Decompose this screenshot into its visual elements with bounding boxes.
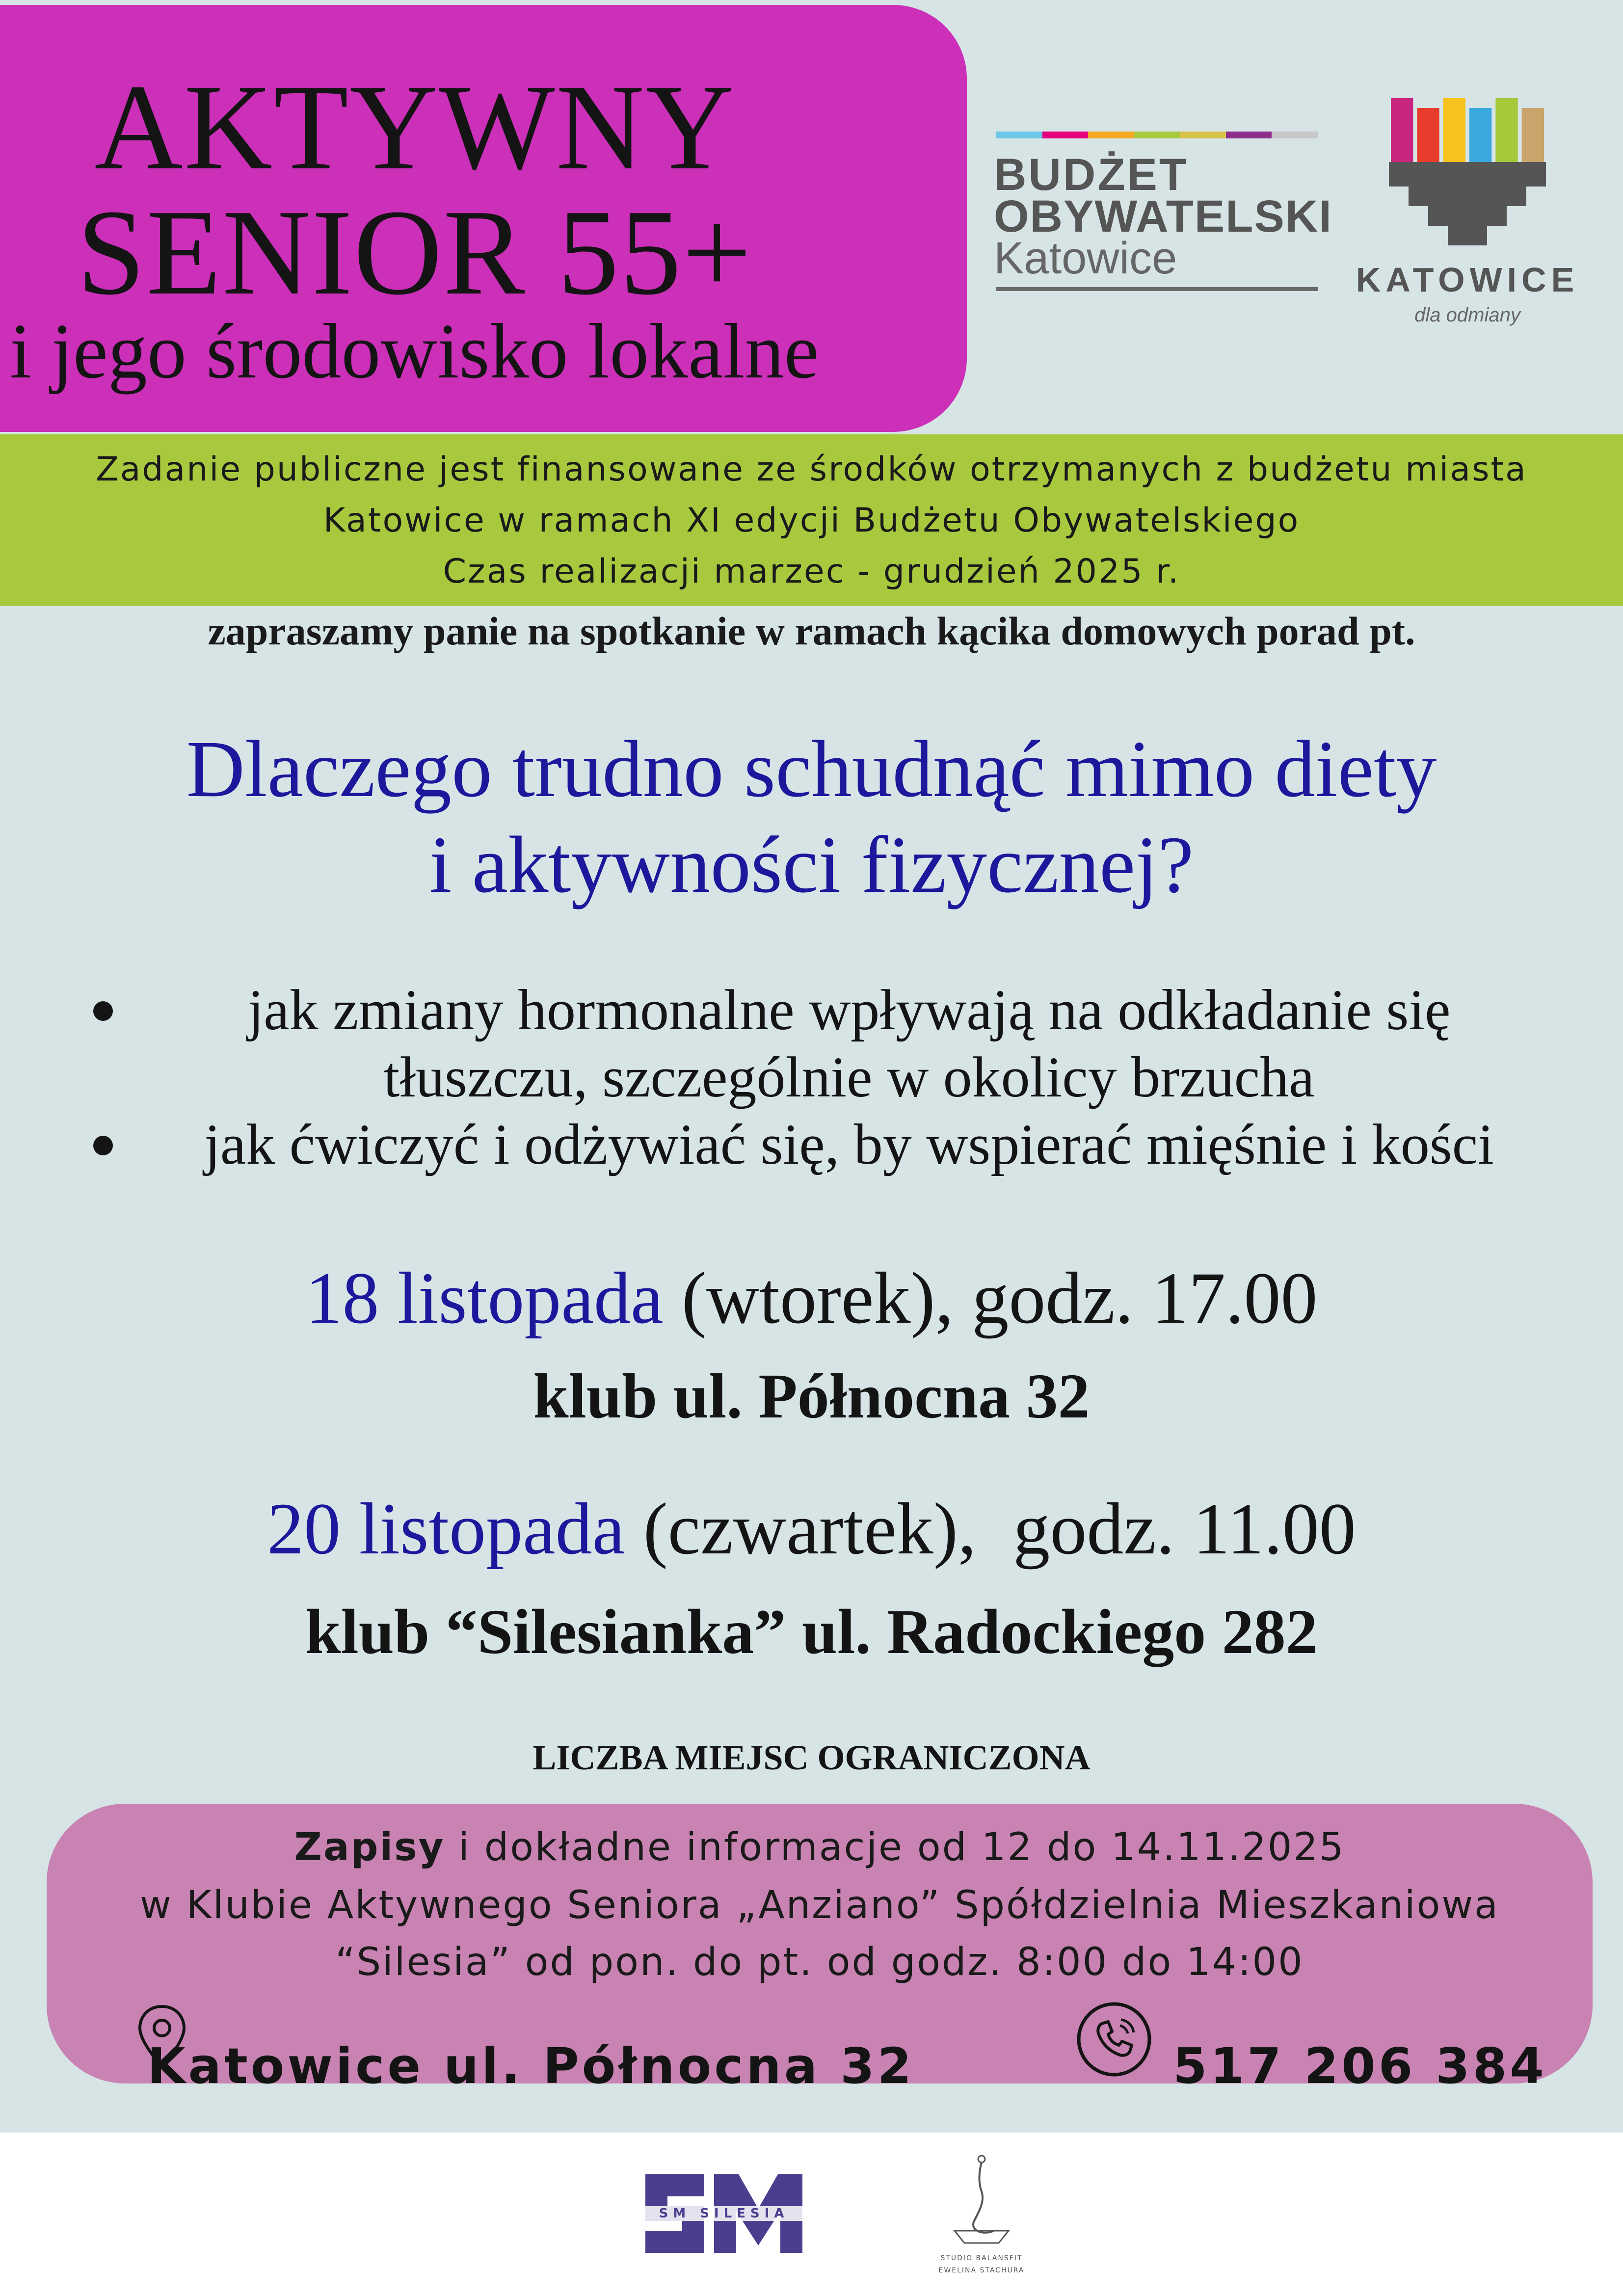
event-date-1 — [0, 1257, 1623, 1339]
katowice-logo-bar — [1391, 98, 1413, 162]
topic-text: tłuszczu, szczególnie w okolicy brzucha — [383, 1044, 1315, 1109]
funding-line-3: Czas realizacji marzec - grudzień 2025 r. — [443, 552, 1180, 591]
topic-list — [74, 977, 1556, 1178]
event-venue-2: klub “Silesianka” ul. Radockiego 282 — [305, 1597, 1318, 1667]
bullet-icon — [93, 1001, 113, 1021]
invitation-text: zapraszamy panie na spotkanie w ramach kącika domowych porad pt. — [208, 609, 1415, 653]
budzet-logo-stripe — [1088, 132, 1134, 138]
signup-line-1 — [47, 1825, 1593, 1869]
katowice-logo-bar — [1522, 108, 1544, 162]
funding-line-2: Katowice w ramach XI edycji Budżetu Obywatelskiego — [323, 501, 1300, 540]
budzet-logo-line-2: OBYWATELSKI — [994, 191, 1332, 241]
budzet-logo-line-3: Katowice — [994, 233, 1177, 283]
lecture-headline — [0, 721, 1623, 912]
topic-text: jak ćwiczyć i odżywiać się, by wspierać mięśnie i kości — [204, 1112, 1494, 1176]
budzet-logo-underline — [996, 287, 1318, 291]
topic-item — [74, 1111, 1556, 1178]
studio-line-1: STUDIO BALANSFIT — [940, 2254, 1023, 2262]
budzet-logo-line-1: BUDŻET — [994, 150, 1189, 200]
event-date-day: 18 listopada — [305, 1257, 664, 1339]
headline-line-1: Dlaczego trudno schudnąć mimo diety — [186, 724, 1437, 814]
budzet-logo-stripe — [1134, 132, 1180, 138]
signup-line-3: “Silesia” od pon. do pt. od godz. 8:00 do 14:00 — [335, 1940, 1304, 1984]
title-banner — [0, 5, 967, 432]
phone-icon — [1075, 2000, 1153, 2079]
studio-balansfit-logo-icon — [935, 2152, 1028, 2285]
budzet-logo-stripe — [1042, 132, 1089, 138]
funding-line-1: Zadanie publiczne jest finansowane ze środków otrzymanych z budżetu miasta — [96, 450, 1527, 489]
topic-text: jak zmiany hormonalne wpływają na odkładanie się — [247, 978, 1451, 1042]
event-venue-1: klub ul. Północna 32 — [533, 1361, 1090, 1432]
title-line-1: AKTYWNY — [94, 59, 735, 195]
event-date-2 — [0, 1488, 1623, 1570]
budzet-logo-stripe — [996, 132, 1042, 138]
katowice-logo-bar — [1417, 108, 1439, 162]
budzet-logo-stripes — [996, 132, 1318, 138]
title-line-2: SENIOR 55+ — [77, 185, 753, 320]
phone-number: 517 206 384 — [1173, 2037, 1547, 2095]
event-date-time: (czwartek), godz. 11.00 — [625, 1488, 1356, 1570]
event-date-time: (wtorek), godz. 17.00 — [663, 1257, 1318, 1339]
headline-line-2: i aktywności fizycznej? — [429, 819, 1194, 909]
funding-band — [0, 434, 1623, 606]
address-text: Katowice ul. Północna 32 — [147, 2037, 915, 2095]
katowice-logo-tagline: dla odmiany — [1414, 304, 1520, 326]
katowice-logo-name: KATOWICE — [1356, 261, 1579, 299]
topic-item — [74, 977, 1556, 1111]
title-line-3: i jego środowisko lokalne — [10, 307, 819, 395]
signup-line-1-text: i dokładne informacje od 12 do 14.11.2025 — [445, 1825, 1345, 1869]
signup-bold: Zapisy — [294, 1825, 445, 1869]
katowice-logo-bar — [1443, 98, 1465, 162]
signup-line-2: w Klubie Aktywnego Seniora „Anziano” Spółdzielnia Mieszkaniowa — [140, 1883, 1499, 1927]
bullet-icon — [93, 1136, 113, 1155]
katowice-logo-bar — [1469, 108, 1491, 162]
budzet-logo-stripe — [1226, 132, 1272, 138]
katowice-logo-bar — [1495, 98, 1517, 162]
katowice-logo-icon — [1389, 88, 1546, 245]
studio-line-2: EWELINA STACHURA — [938, 2267, 1025, 2274]
event-date-day: 20 listopada — [267, 1488, 625, 1570]
limited-seats-notice: LICZBA MIEJSC OGRANICZONA — [532, 1738, 1091, 1777]
budzet-logo-stripe — [1272, 132, 1318, 138]
budzet-logo-stripe — [1180, 132, 1226, 138]
sm-logo-text: SM SILESIA — [659, 2206, 789, 2221]
sm-silesia-logo-icon — [636, 2160, 812, 2268]
